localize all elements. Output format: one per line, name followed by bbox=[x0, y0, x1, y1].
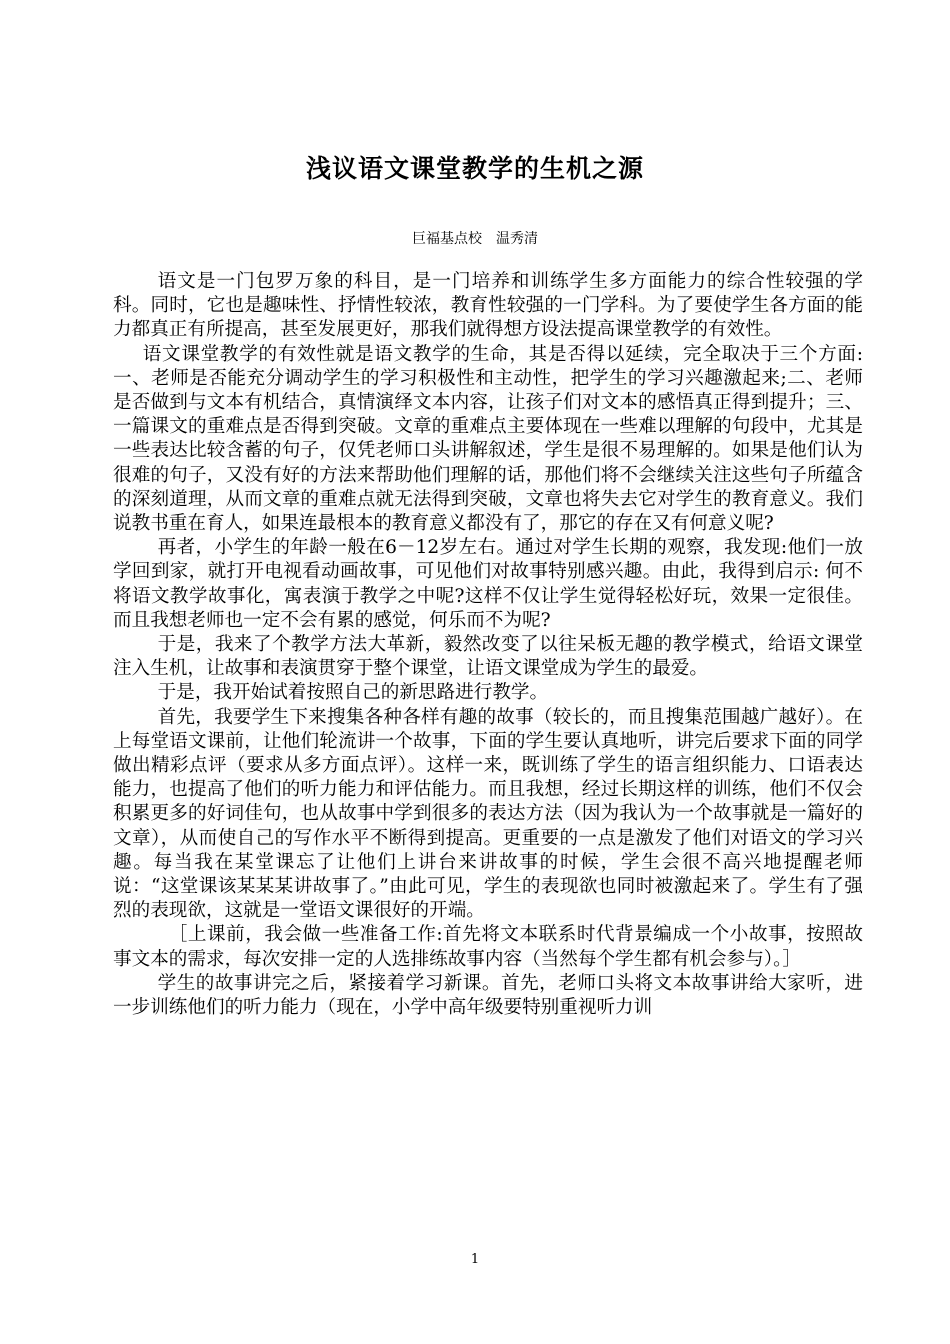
page-number: 1 bbox=[470, 1252, 480, 1267]
author-line bbox=[0, 228, 950, 248]
paragraph-7: ［上课前，我会做一些准备工作:首先将文本联系时代背景编成一个小故事，按照故事文本的需求，每次安排一定的人选排练故事内容（当然每个学生都有机会参与）。］ bbox=[113, 924, 863, 970]
paragraph-2: 语文课堂教学的有效性就是语文教学的生命，其是否得以延续，完全取决于三个方面:一、老师是否能充分调动学生的学习积极性和主动性，把学生的学习兴趣激起来;二、老师是否做到与文本有机结合，真情演绎文本内容，让孩子们对文本的感悟真正得到提升；三、一篇课文的重难点是否得到突破。文章的重难点主要体现在一些难以理解的句段中，尤其是一些表达比较含蓄的句子，仅凭老师口头讲解叙述，学生是很不易理解的。如果是他们认为很难的句子，又没有好的方法来帮助他们理解的话，那他们将不会继续关注这些句子所蕴含的深刻道理，从而文章的重难点就无法得到突破，文章也将失去它对学生的教育意义。我们说教书重在育人，如果连最根本的教育意义都没有了，那它的存在又有何意义呢? bbox=[113, 343, 863, 535]
paragraph-3: 再者，小学生的年龄一般在6－12岁左右。通过对学生长期的观察，我发现:他们一放学回到家，就打开电视看动画故事，可见他们对故事特别感兴趣。由此，我得到启示: 何不将语文教学故事化，寓表演于教学之中呢?这样不仅让学生觉得轻松好玩，效果一定很佳。而且我想老师也一定不会有累的感觉，何乐而不为呢? bbox=[113, 537, 863, 631]
paragraph-4: 于是，我来了个教学方法大革新，毅然改变了以往呆板无趣的教学模式，给语文课堂注入生机，让故事和表演贯穿于整个课堂，让语文课堂成为学生的最爱。 bbox=[113, 634, 863, 680]
paragraph-1: 语文是一门包罗万象的科目，是一门培养和训练学生多方面能力的综合性较强的学科。同时，它也是趣味性、抒情性较浓，教育性较强的一门学科。为了要使学生各方面的能力都真正有所提高，甚至发展更好，那我们就得想方设法提高课堂教学的有效性。 bbox=[113, 271, 863, 341]
document-body bbox=[113, 270, 863, 1020]
paragraph-5: 于是，我开始试着按照自己的新思路进行教学。 bbox=[157, 682, 549, 704]
paragraph-8: 学生的故事讲完之后，紧接着学习新课。首先，老师口头将文本故事讲给大家听，进一步训练他们的听力能力（现在，小学中高年级要特别重视听力训 bbox=[113, 972, 863, 1019]
paragraph-6: 首先，我要学生下来搜集各种各样有趣的故事（较长的，而且搜集范围越广越好）。在上每堂语文课前，让他们轮流讲一个故事，下面的学生要认真地听，讲完后要求下面的同学做出精彩点评（要求从多方面点评）。这样一来，既训练了学生的语言组织能力、口语表达能力，也提高了他们的听力能力和评估能力。而且我想，经过长期这样的训练，他们不仅会积累更多的好词佳句，也从故事中学到很多的表达方法（因为我认为一个故事就是一篇好的文章），从而使自己的写作水平不断得到提高。更重要的一点是激发了他们对语文的学习兴趣。每当我在某堂课忘了让他们上讲台来讲故事的时候，学生会很不高兴地提醒老师说：“这堂课该某某某讲故事了。”由此可见，学生的表现欲也同时被激起来了。学生有了强烈的表现欲，这就是一堂语文课很好的开端。 bbox=[113, 706, 863, 922]
document-title: 浅议语文课堂教学的生机之源 bbox=[305, 153, 644, 183]
author-school: 巨福基点校 bbox=[412, 231, 482, 247]
author-name: 温秀清 bbox=[496, 231, 538, 247]
